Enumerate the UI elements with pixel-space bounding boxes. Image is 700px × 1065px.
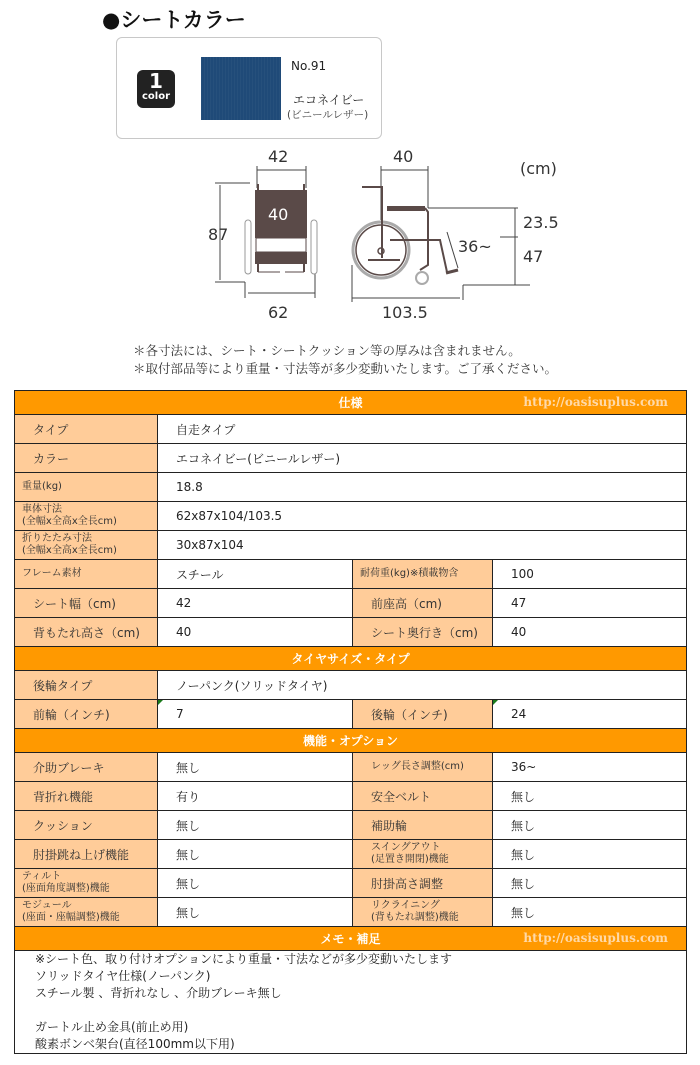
memo-line: ソリッドタイヤ仕様(ノーパンク)	[35, 969, 211, 983]
label-line: (全幅x全高x全長cm)	[22, 545, 117, 556]
seat-color-title: ●シートカラー	[102, 8, 246, 32]
memo-line	[35, 1002, 686, 1019]
table-row	[15, 811, 687, 840]
row-value: 無し	[493, 898, 687, 927]
row-value: 100	[493, 560, 687, 589]
row-value: 24	[493, 700, 687, 729]
row-label: 介助ブレーキ	[15, 753, 158, 782]
table-row	[15, 415, 687, 444]
row-label	[353, 840, 493, 869]
row-label: フレーム素材	[15, 560, 158, 589]
row-label: 耐荷重(kg)※積載物含	[353, 560, 493, 589]
table-row	[15, 869, 687, 898]
row-label: シート奥行き（cm)	[353, 618, 493, 647]
row-value: 無し	[158, 840, 353, 869]
color-count-number: 1	[149, 69, 163, 93]
label-line: ティルト	[22, 871, 62, 882]
row-label: タイプ	[15, 415, 158, 444]
row-value: 有り	[158, 782, 353, 811]
table-row	[15, 589, 687, 618]
table-row	[15, 618, 687, 647]
dim-unit: (cm)	[520, 159, 557, 178]
row-label: 背もたれ高さ（cm)	[15, 618, 158, 647]
label-line: (座面角度調整)機能	[22, 883, 110, 894]
row-value: 7	[158, 700, 353, 729]
label-line: 折りたたみ寸法	[22, 533, 92, 544]
dim-total-height: 87	[208, 225, 229, 244]
row-label	[15, 869, 158, 898]
section-header-spec	[15, 391, 687, 415]
row-label	[353, 898, 493, 927]
section-title: 仕様	[338, 396, 363, 410]
row-value: ノーパンク(ソリッドタイヤ)	[158, 671, 687, 700]
row-value: 42	[158, 589, 353, 618]
dim-total-length: 103.5	[382, 303, 428, 322]
label-line: (座面・座幅調整)機能	[22, 912, 120, 923]
color-swatch-navy	[201, 57, 281, 120]
color-count-badge	[137, 70, 175, 108]
row-label: 後輪（インチ)	[353, 700, 493, 729]
dim-seat-depth: 40	[393, 147, 414, 166]
swatch-name: エコネイビー	[293, 93, 365, 107]
section-title: メモ・補足	[320, 932, 381, 946]
row-label	[15, 531, 158, 560]
row-value: 36~	[493, 753, 687, 782]
row-value: 30x87x104	[158, 531, 687, 560]
note-line: ＊各寸法には、シート・シートクッション等の厚みは含まれません。	[133, 343, 521, 358]
table-row	[15, 753, 687, 782]
table-row	[15, 898, 687, 927]
row-label: 前輪（インチ)	[15, 700, 158, 729]
row-value: 無し	[158, 811, 353, 840]
label-line: 車体寸法	[22, 504, 62, 515]
row-label	[15, 502, 158, 531]
section-header-function	[15, 729, 687, 753]
wheelchair-front-view	[245, 184, 317, 274]
site-url: http://oasisuplus.com	[523, 395, 669, 409]
section-title: 機能・オプション	[15, 729, 687, 753]
row-label: 補助輪	[353, 811, 493, 840]
row-label: カラー	[15, 444, 158, 473]
section-title: タイヤサイズ・タイプ	[15, 647, 687, 671]
table-row	[15, 473, 687, 502]
dimension-notes	[133, 342, 557, 378]
dim-back-above-seat: 23.5	[523, 213, 559, 232]
row-label: 重量(kg)	[15, 473, 158, 502]
row-value: 無し	[493, 840, 687, 869]
wheelchair-side-view	[353, 187, 458, 284]
row-value: 18.8	[158, 473, 687, 502]
row-value: スチール	[158, 560, 353, 589]
label-line: (全幅x全高x全長cm)	[22, 516, 117, 527]
row-label: 安全ベルト	[353, 782, 493, 811]
row-label: 後輪タイプ	[15, 671, 158, 700]
label-line: リクライニング	[371, 900, 440, 911]
memo-line: 酸素ボンベ架台(直径100mm以下用)	[35, 1037, 235, 1051]
dim-back-height: 40	[268, 205, 289, 224]
table-row	[15, 560, 687, 589]
dim-seat-width: 42	[268, 147, 289, 166]
note-line: ＊取付部品等により重量・寸法等が多少変動いたします。ご了承ください。	[133, 361, 558, 376]
table-row	[15, 502, 687, 531]
row-label: シート幅（cm)	[15, 589, 158, 618]
row-value: 無し	[493, 811, 687, 840]
table-row	[15, 782, 687, 811]
row-value: 無し	[493, 869, 687, 898]
seat-color-box	[116, 37, 382, 139]
row-value: 62x87x104/103.5	[158, 502, 687, 531]
row-label: レッグ長さ調整(cm)	[353, 753, 493, 782]
row-label: 肘掛高さ調整	[353, 869, 493, 898]
table-row	[15, 700, 687, 729]
table-row	[15, 671, 687, 700]
table-row	[15, 444, 687, 473]
section-header-memo	[15, 927, 687, 951]
row-value: 無し	[158, 753, 353, 782]
memo-line: ※シート色、取り付けオプションにより重量・寸法などが多少変動いたします	[35, 952, 452, 966]
spec-table	[14, 390, 687, 1054]
label-line: スイングアウト	[371, 842, 441, 853]
row-label: クッション	[15, 811, 158, 840]
dimension-diagram	[200, 140, 580, 330]
row-value: 自走タイプ	[158, 415, 687, 444]
site-url: http://oasisuplus.com	[523, 931, 669, 945]
row-value: 無し	[158, 869, 353, 898]
row-value: 40	[493, 618, 687, 647]
dim-leg-length: 36~	[458, 237, 492, 256]
memo-row	[15, 951, 687, 1054]
label-line: (背もたれ調整)機能	[371, 912, 459, 923]
dim-front-seat-height: 47	[523, 247, 544, 266]
swatch-material: (ビニールレザー)	[287, 109, 369, 121]
table-row	[15, 840, 687, 869]
row-value: 47	[493, 589, 687, 618]
section-header-tire	[15, 647, 687, 671]
dim-total-width: 62	[268, 303, 289, 322]
table-row	[15, 531, 687, 560]
row-value: 無し	[493, 782, 687, 811]
memo-line: スチール製 、背折れなし 、介助ブレーキ無し	[35, 986, 282, 1000]
swatch-number: No.91	[291, 59, 327, 73]
color-count-label: color	[141, 91, 171, 102]
label-line: モジュール	[22, 900, 72, 911]
row-label: 肘掛跳ね上げ機能	[15, 840, 158, 869]
row-value: エコネイビー(ビニールレザー)	[158, 444, 687, 473]
row-label: 前座高（cm)	[353, 589, 493, 618]
row-label	[15, 898, 158, 927]
memo-line: ガートル止め金具(前止め用)	[35, 1020, 189, 1034]
row-value: 無し	[158, 898, 353, 927]
row-label: 背折れ機能	[15, 782, 158, 811]
row-value: 40	[158, 618, 353, 647]
memo-content	[15, 951, 687, 1054]
label-line: (足置き開閉)機能	[371, 854, 449, 865]
